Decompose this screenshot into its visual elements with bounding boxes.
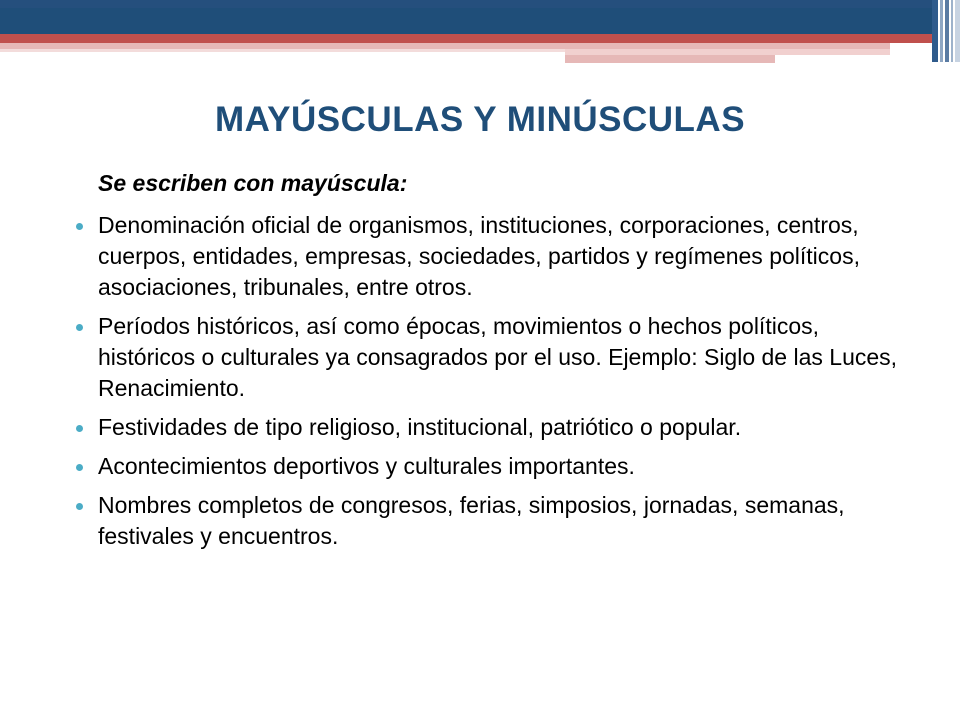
bullet-dot-icon (76, 425, 83, 432)
header-red-bar (0, 34, 932, 43)
header-stripe (932, 0, 938, 62)
header-stripe (951, 0, 953, 62)
bullet-list (98, 210, 898, 560)
header-light-bar (565, 55, 775, 63)
bullet-text: Períodos históricos, así como épocas, movimientos o hechos políticos, históricos o culturales ya consagrados por el uso. Ejemplo: Siglo de las Luces, Renacimiento. (98, 313, 898, 401)
bullet-dot-icon (76, 503, 83, 510)
header-stripe (940, 0, 943, 62)
bullet-text: Acontecimientos deportivos y culturales importantes. (98, 453, 635, 479)
bullet-dot-icon (76, 324, 83, 331)
header-stripe (945, 0, 949, 62)
slide-subtitle: Se escriben con mayúscula: (98, 170, 408, 196)
bullet-dot-icon (76, 464, 83, 471)
bullet-item (98, 412, 898, 443)
slide-title: MAYÚSCULAS Y MINÚSCULAS (214, 100, 746, 139)
bullet-dot-icon (76, 223, 83, 230)
bullet-item (98, 490, 898, 552)
header-light-bar (0, 49, 565, 52)
header-stripe (955, 0, 960, 62)
bullet-text: Denominación oficial de organismos, instituciones, corporaciones, centros, cuerpos, entidades, empresas, sociedades, partidos y regímenes políticos, asociaciones, tribunales, entre otros. (98, 212, 860, 300)
bullet-item (98, 451, 898, 482)
bullet-text: Festividades de tipo religioso, institucional, patriótico o popular. (98, 414, 742, 440)
header-blue-bar-top (0, 0, 932, 8)
bullet-item (98, 210, 898, 303)
bullet-item (98, 311, 898, 404)
bullet-text: Nombres completos de congresos, ferias, simposios, jornadas, semanas, festivales y encuentros. (98, 492, 845, 549)
